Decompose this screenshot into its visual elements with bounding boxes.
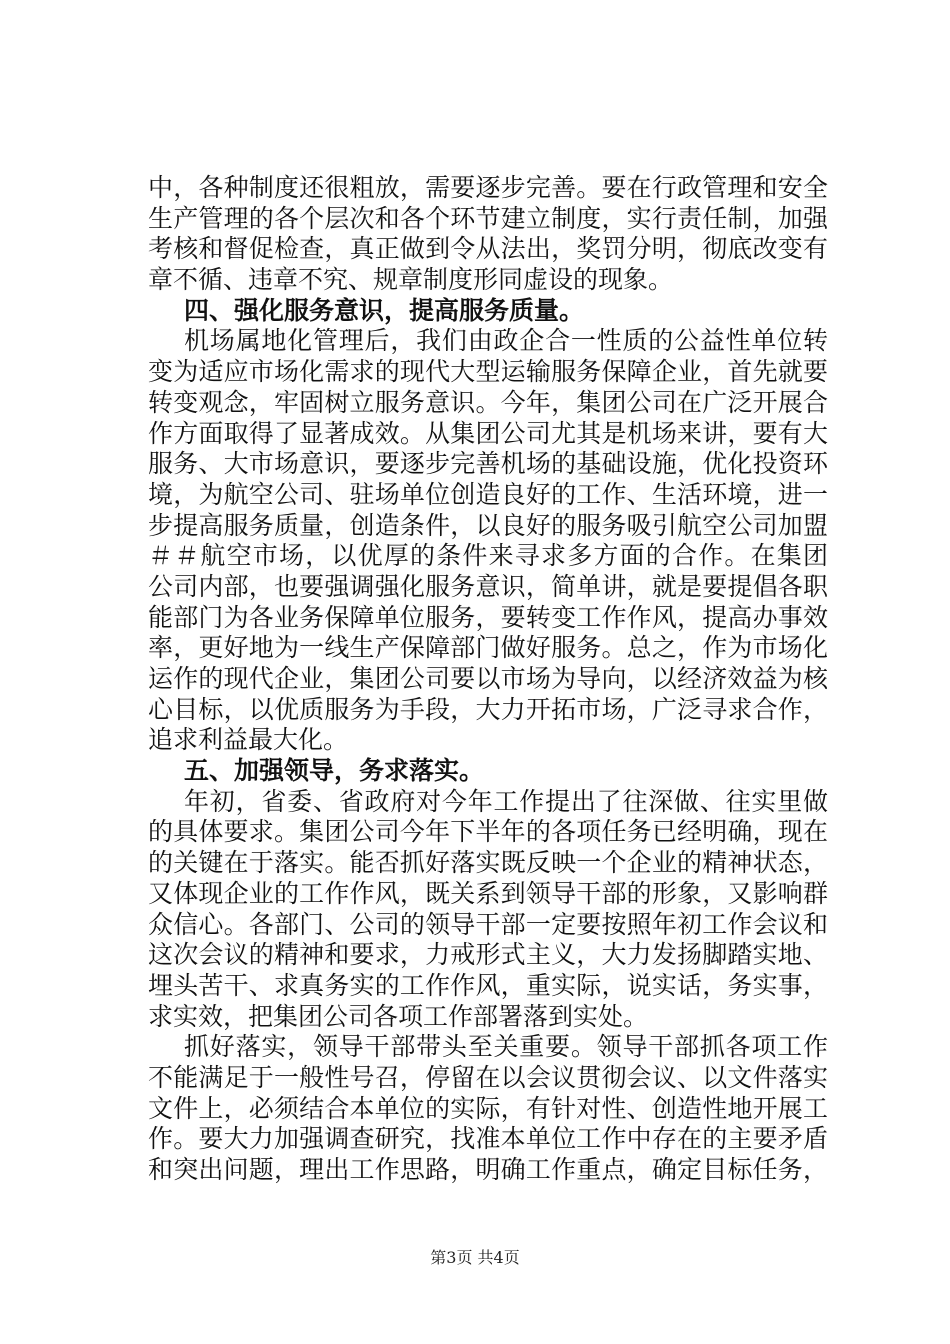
text-line: 年初，省委、省政府对今年工作提出了往深做、往实里做 [184,786,828,816]
text-line: 步提高服务质量，创造条件，以良好的服务吸引航空公司加盟 [148,510,828,540]
text-line: 这次会议的精神和要求，力戒形式主义，大力发扬脚踏实地、 [148,940,828,970]
text-line: 机场属地化管理后，我们由政企合一性质的公益性单位转 [184,326,828,356]
text-line: 和突出问题，理出工作思路，明确工作重点，确定目标任务， [148,1155,828,1184]
text-line: 不能满足于一般性号召，停留在以会议贯彻会议、以文件落实 [148,1062,828,1092]
text-line: 能部门为各业务保障单位服务，要转变工作作风，提高办事效 [148,602,828,632]
text-line: 心目标，以优质服务为手段，大力开拓市场，广泛寻求合作， [148,694,828,724]
section-heading: 五、加强领导，务求落实。 [184,756,485,786]
text-line: 生产管理的各个层次和各个环节建立制度，实行责任制，加强 [148,203,828,233]
text-line: 率，更好地为一线生产保障部门做好服务。总之，作为市场化 [148,633,828,663]
text-line: 变为适应市场化需求的现代大型运输服务保障企业，首先就要 [148,357,828,387]
text-line: 章不循、违章不究、规章制度形同虚设的现象。 [148,265,674,295]
text-line: 运作的现代企业，集团公司要以市场为导向，以经济效益为核 [148,664,828,693]
text-line: 又体现企业的工作作风，既关系到领导干部的形象，又影响群 [148,878,828,908]
text-line: ＃＃航空市场，以优厚的条件来寻求多方面的合作。在集团 [148,541,828,571]
text-line: 转变观念，牢固树立服务意识。今年，集团公司在广泛开展合 [148,387,828,417]
document-body [148,173,828,1186]
text-line: 抓好落实，领导干部带头至关重要。领导干部抓各项工作 [184,1032,828,1062]
text-line: 作。要大力加强调查研究，找准本单位工作中存在的主要矛盾 [148,1124,828,1154]
text-line: 追求利益最大化。 [148,725,349,755]
text-line: 求实效，把集团公司各项工作部署落到实处。 [148,1001,649,1031]
text-line: 众信心。各部门、公司的领导干部一定要按照年初工作会议和 [148,909,828,939]
text-line: 作方面取得了显著成效。从集团公司尤其是机场来讲，要有大 [148,418,828,448]
text-line: 文件上，必须结合本单位的实际，有针对性、创造性地开展工 [148,1093,828,1123]
text-line: 埋头苦干、求真务实的工作作风，重实际，说实话，务实事， [148,970,828,1000]
text-line: 中，各种制度还很粗放，需要逐步完善。要在行政管理和安全 [148,173,828,202]
text-line: 公司内部，也要强调强化服务意识，简单讲，就是要提倡各职 [148,571,828,601]
text-line: 的关键在于落实。能否抓好落实既反映一个企业的精神状态， [148,848,828,878]
text-line: 服务、大市场意识，要逐步完善机场的基础设施，优化投资环 [148,449,828,479]
text-line: 境，为航空公司、驻场单位创造良好的工作、生活环境，进一 [148,479,828,509]
text-line: 考核和督促检查，真正做到令从法出，奖罚分明，彻底改变有 [148,234,828,264]
page-footer: 第3页 共4页 [430,1248,520,1267]
section-heading: 四、强化服务意识，提高服务质量。 [184,295,585,325]
text-line: 的具体要求。集团公司今年下半年的各项任务已经明确，现在 [148,817,828,847]
